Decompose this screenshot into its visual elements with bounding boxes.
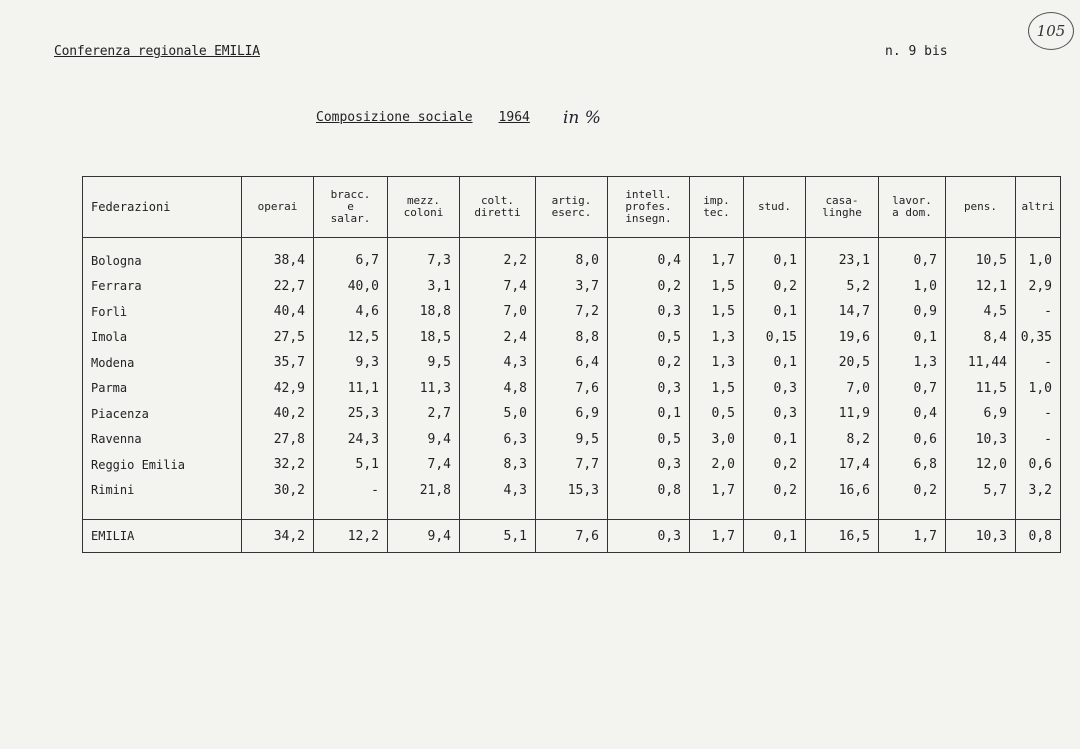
percentage-cell: 4,6 bbox=[314, 299, 388, 325]
percentage-cell: 3,7 bbox=[536, 274, 608, 300]
percentage-cell: 0,4 bbox=[879, 401, 946, 427]
percentage-cell: - bbox=[314, 478, 388, 504]
percentage-cell: 42,9 bbox=[242, 376, 314, 402]
spacer-cell bbox=[83, 238, 242, 249]
total-cell: 12,2 bbox=[314, 520, 388, 553]
column-header bbox=[879, 177, 946, 238]
percentage-cell: 0,5 bbox=[690, 401, 744, 427]
percentage-cell: 8,4 bbox=[946, 325, 1016, 351]
spacer-cell bbox=[314, 238, 388, 249]
percentage-cell: 0,2 bbox=[744, 452, 806, 478]
percentage-cell: 0,15 bbox=[744, 325, 806, 351]
percentage-cell: 11,1 bbox=[314, 376, 388, 402]
percentage-cell: 9,4 bbox=[388, 427, 460, 453]
percentage-cell: 7,4 bbox=[460, 274, 536, 300]
percentage-cell: - bbox=[1016, 427, 1061, 453]
percentage-cell: 40,4 bbox=[242, 299, 314, 325]
column-header bbox=[744, 177, 806, 238]
column-header-line: pens. bbox=[963, 200, 998, 213]
spacer-cell bbox=[879, 238, 946, 249]
table-row bbox=[83, 452, 1061, 478]
table-row bbox=[83, 325, 1061, 351]
percentage-cell: - bbox=[1016, 299, 1061, 325]
federation-name: Ravenna bbox=[83, 427, 242, 453]
percentage-cell: 0,3 bbox=[608, 299, 690, 325]
percentage-cell: 8,2 bbox=[806, 427, 879, 453]
spacer-cell bbox=[690, 503, 744, 520]
percentage-cell: 10,5 bbox=[946, 248, 1016, 274]
percentage-cell: 2,2 bbox=[460, 248, 536, 274]
table-title bbox=[316, 110, 530, 125]
percentage-cell: 32,2 bbox=[242, 452, 314, 478]
percentage-cell: - bbox=[1016, 401, 1061, 427]
percentage-cell: - bbox=[1016, 350, 1061, 376]
percentage-cell: 40,0 bbox=[314, 274, 388, 300]
column-header-line: bracc. bbox=[330, 188, 371, 201]
spacer-cell bbox=[1016, 503, 1061, 520]
federation-name: Modena bbox=[83, 350, 242, 376]
percentage-cell: 2,9 bbox=[1016, 274, 1061, 300]
spacer-cell bbox=[946, 503, 1016, 520]
percentage-cell: 2,0 bbox=[690, 452, 744, 478]
percentage-cell: 0,3 bbox=[744, 401, 806, 427]
title-text: Composizione sociale bbox=[316, 110, 473, 125]
column-header-line: insegn. bbox=[625, 212, 672, 225]
total-cell: 16,5 bbox=[806, 520, 879, 553]
percentage-cell: 1,0 bbox=[879, 274, 946, 300]
percentage-cell: 1,5 bbox=[690, 299, 744, 325]
percentage-cell: 0,7 bbox=[879, 248, 946, 274]
spacer-cell bbox=[879, 503, 946, 520]
column-header-line: a dom. bbox=[892, 206, 932, 219]
spacer-cell bbox=[690, 238, 744, 249]
percentage-cell: 22,7 bbox=[242, 274, 314, 300]
total-cell: 0,8 bbox=[1016, 520, 1061, 553]
federation-name: Piacenza bbox=[83, 401, 242, 427]
column-header bbox=[242, 177, 314, 238]
column-header-line: coloni bbox=[403, 206, 444, 219]
title-year: 1964 bbox=[498, 110, 530, 125]
percentage-cell: 0,5 bbox=[608, 325, 690, 351]
percentage-cell: 11,44 bbox=[946, 350, 1016, 376]
table-row bbox=[83, 427, 1061, 453]
federation-name: Forlì bbox=[83, 299, 242, 325]
percentage-cell: 1,0 bbox=[1016, 376, 1061, 402]
percentage-cell: 0,2 bbox=[608, 274, 690, 300]
percentage-cell: 18,8 bbox=[388, 299, 460, 325]
spacer-cell bbox=[83, 503, 242, 520]
spacer-cell bbox=[536, 238, 608, 249]
column-header bbox=[806, 177, 879, 238]
table-row bbox=[83, 274, 1061, 300]
percentage-cell: 0,8 bbox=[608, 478, 690, 504]
percentage-cell: 5,0 bbox=[460, 401, 536, 427]
column-header-line: altri bbox=[1021, 200, 1055, 213]
percentage-cell: 7,2 bbox=[536, 299, 608, 325]
percentage-cell: 0,2 bbox=[608, 350, 690, 376]
total-cell: 0,1 bbox=[744, 520, 806, 553]
percentage-cell: 6,9 bbox=[536, 401, 608, 427]
spacer-cell bbox=[744, 238, 806, 249]
percentage-cell: 12,1 bbox=[946, 274, 1016, 300]
column-header-line: artig. bbox=[551, 194, 592, 207]
column-header-line: salar. bbox=[330, 212, 371, 225]
spacer-cell bbox=[460, 503, 536, 520]
percentage-cell: 5,1 bbox=[314, 452, 388, 478]
column-header-line: e bbox=[347, 200, 354, 213]
table-header-row bbox=[83, 177, 1061, 238]
table-row bbox=[83, 299, 1061, 325]
percentage-cell: 9,5 bbox=[388, 350, 460, 376]
percentage-cell: 7,3 bbox=[388, 248, 460, 274]
percentage-cell: 8,3 bbox=[460, 452, 536, 478]
percentage-cell: 35,7 bbox=[242, 350, 314, 376]
total-cell: 1,7 bbox=[690, 520, 744, 553]
percentage-cell: 6,3 bbox=[460, 427, 536, 453]
spacer-cell bbox=[388, 238, 460, 249]
total-cell: 1,7 bbox=[879, 520, 946, 553]
federation-name: Imola bbox=[83, 325, 242, 351]
percentage-cell: 0,6 bbox=[1016, 452, 1061, 478]
total-cell: 9,4 bbox=[388, 520, 460, 553]
column-header bbox=[608, 177, 690, 238]
percentage-cell: 3,1 bbox=[388, 274, 460, 300]
spacer-cell bbox=[608, 238, 690, 249]
column-header-line: lavor. bbox=[892, 194, 932, 207]
percentage-cell: 0,1 bbox=[744, 350, 806, 376]
percentage-cell: 6,7 bbox=[314, 248, 388, 274]
column-header-line: mezz. bbox=[406, 194, 441, 207]
percentage-cell: 1,3 bbox=[690, 350, 744, 376]
region-total-label: EMILIA bbox=[83, 520, 242, 553]
percentage-cell: 10,3 bbox=[946, 427, 1016, 453]
column-header-line: operai bbox=[257, 200, 298, 213]
percentage-cell: 0,2 bbox=[879, 478, 946, 504]
percentage-cell: 27,5 bbox=[242, 325, 314, 351]
total-cell: 5,1 bbox=[460, 520, 536, 553]
table-row bbox=[83, 350, 1061, 376]
federation-name: Reggio Emilia bbox=[83, 452, 242, 478]
percentage-cell: 4,3 bbox=[460, 350, 536, 376]
percentage-cell: 11,3 bbox=[388, 376, 460, 402]
percentage-cell: 0,3 bbox=[608, 376, 690, 402]
federation-name: Rimini bbox=[83, 478, 242, 504]
spacer-cell bbox=[242, 238, 314, 249]
column-header bbox=[388, 177, 460, 238]
percentage-cell: 0,3 bbox=[608, 452, 690, 478]
percentage-cell: 21,8 bbox=[388, 478, 460, 504]
column-header bbox=[690, 177, 744, 238]
column-header-line: tec. bbox=[703, 206, 730, 219]
table-row bbox=[83, 401, 1061, 427]
column-header-line: profes. bbox=[625, 200, 672, 213]
handwritten-note: in % bbox=[563, 108, 601, 128]
percentage-cell: 0,4 bbox=[608, 248, 690, 274]
column-header-line: diretti bbox=[474, 206, 521, 219]
column-header-line: linghe bbox=[822, 206, 862, 219]
column-header-line: stud. bbox=[757, 200, 792, 213]
percentage-cell: 17,4 bbox=[806, 452, 879, 478]
percentage-cell: 5,2 bbox=[806, 274, 879, 300]
percentage-cell: 0,6 bbox=[879, 427, 946, 453]
percentage-cell: 9,3 bbox=[314, 350, 388, 376]
percentage-cell: 30,2 bbox=[242, 478, 314, 504]
percentage-cell: 3,2 bbox=[1016, 478, 1061, 504]
column-header-line: casa- bbox=[825, 194, 859, 207]
percentage-cell: 11,9 bbox=[806, 401, 879, 427]
percentage-cell: 0,1 bbox=[744, 299, 806, 325]
percentage-cell: 40,2 bbox=[242, 401, 314, 427]
spacer-cell bbox=[608, 503, 690, 520]
total-row bbox=[83, 520, 1061, 553]
percentage-cell: 16,6 bbox=[806, 478, 879, 504]
percentage-cell: 19,6 bbox=[806, 325, 879, 351]
percentage-cell: 3,0 bbox=[690, 427, 744, 453]
table-body bbox=[83, 238, 1061, 553]
percentage-cell: 2,7 bbox=[388, 401, 460, 427]
column-header bbox=[314, 177, 388, 238]
column-header-line: Federazioni bbox=[91, 200, 171, 214]
percentage-cell: 1,7 bbox=[690, 248, 744, 274]
document-number: n. 9 bis bbox=[885, 44, 948, 59]
percentage-cell: 14,7 bbox=[806, 299, 879, 325]
page-number-stamp: 105 bbox=[1028, 12, 1074, 50]
percentage-cell: 1,7 bbox=[690, 478, 744, 504]
percentage-cell: 7,0 bbox=[806, 376, 879, 402]
percentage-cell: 0,5 bbox=[608, 427, 690, 453]
spacer-cell bbox=[536, 503, 608, 520]
percentage-cell: 5,7 bbox=[946, 478, 1016, 504]
conference-heading: Conferenza regionale EMILIA bbox=[54, 44, 260, 59]
percentage-cell: 38,4 bbox=[242, 248, 314, 274]
total-cell: 10,3 bbox=[946, 520, 1016, 553]
percentage-cell: 0,2 bbox=[744, 478, 806, 504]
spacer-cell bbox=[460, 238, 536, 249]
percentage-cell: 1,3 bbox=[879, 350, 946, 376]
total-cell: 7,6 bbox=[536, 520, 608, 553]
spacer-cell bbox=[806, 503, 879, 520]
total-cell: 0,3 bbox=[608, 520, 690, 553]
column-header bbox=[1016, 177, 1061, 238]
percentage-cell: 1,5 bbox=[690, 376, 744, 402]
percentage-cell: 0,3 bbox=[744, 376, 806, 402]
federation-name: Ferrara bbox=[83, 274, 242, 300]
percentage-cell: 6,8 bbox=[879, 452, 946, 478]
column-header-line: intell. bbox=[625, 188, 672, 201]
percentage-cell: 1,3 bbox=[690, 325, 744, 351]
percentage-cell: 24,3 bbox=[314, 427, 388, 453]
percentage-cell: 12,0 bbox=[946, 452, 1016, 478]
percentage-cell: 8,8 bbox=[536, 325, 608, 351]
percentage-cell: 7,4 bbox=[388, 452, 460, 478]
percentage-cell: 23,1 bbox=[806, 248, 879, 274]
table-row bbox=[83, 376, 1061, 402]
column-header bbox=[536, 177, 608, 238]
percentage-cell: 9,5 bbox=[536, 427, 608, 453]
spacer-cell bbox=[242, 503, 314, 520]
column-header-line: imp. bbox=[703, 194, 730, 207]
column-header-line: colt. bbox=[480, 194, 515, 207]
spacer-cell bbox=[1016, 238, 1061, 249]
percentage-cell: 6,9 bbox=[946, 401, 1016, 427]
percentage-cell: 0,2 bbox=[744, 274, 806, 300]
spacer-cell bbox=[946, 238, 1016, 249]
percentage-cell: 11,5 bbox=[946, 376, 1016, 402]
percentage-cell: 18,5 bbox=[388, 325, 460, 351]
percentage-cell: 6,4 bbox=[536, 350, 608, 376]
percentage-cell: 1,5 bbox=[690, 274, 744, 300]
table-row bbox=[83, 248, 1061, 274]
percentage-cell: 15,3 bbox=[536, 478, 608, 504]
percentage-cell: 0,7 bbox=[879, 376, 946, 402]
spacer-cell bbox=[806, 238, 879, 249]
percentage-cell: 20,5 bbox=[806, 350, 879, 376]
federation-name: Bologna bbox=[83, 248, 242, 274]
percentage-cell: 25,3 bbox=[314, 401, 388, 427]
percentage-cell: 0,1 bbox=[608, 401, 690, 427]
spacer-cell bbox=[314, 503, 388, 520]
percentage-cell: 0,9 bbox=[879, 299, 946, 325]
percentage-cell: 7,0 bbox=[460, 299, 536, 325]
percentage-cell: 4,8 bbox=[460, 376, 536, 402]
column-header-line: eserc. bbox=[551, 206, 592, 219]
percentage-cell: 0,1 bbox=[744, 248, 806, 274]
percentage-cell: 8,0 bbox=[536, 248, 608, 274]
column-header bbox=[83, 177, 242, 238]
percentage-cell: 1,0 bbox=[1016, 248, 1061, 274]
percentage-cell: 4,5 bbox=[946, 299, 1016, 325]
percentage-cell: 2,4 bbox=[460, 325, 536, 351]
spacer-cell bbox=[388, 503, 460, 520]
table-row bbox=[83, 478, 1061, 504]
percentage-cell: 7,7 bbox=[536, 452, 608, 478]
percentage-cell: 0,35 bbox=[1016, 325, 1061, 351]
total-cell: 34,2 bbox=[242, 520, 314, 553]
social-composition-table bbox=[82, 176, 1061, 553]
percentage-cell: 4,3 bbox=[460, 478, 536, 504]
percentage-cell: 7,6 bbox=[536, 376, 608, 402]
percentage-cell: 0,1 bbox=[744, 427, 806, 453]
percentage-cell: 0,1 bbox=[879, 325, 946, 351]
percentage-cell: 27,8 bbox=[242, 427, 314, 453]
spacer-cell bbox=[744, 503, 806, 520]
federation-name: Parma bbox=[83, 376, 242, 402]
column-header bbox=[946, 177, 1016, 238]
percentage-cell: 12,5 bbox=[314, 325, 388, 351]
column-header bbox=[460, 177, 536, 238]
